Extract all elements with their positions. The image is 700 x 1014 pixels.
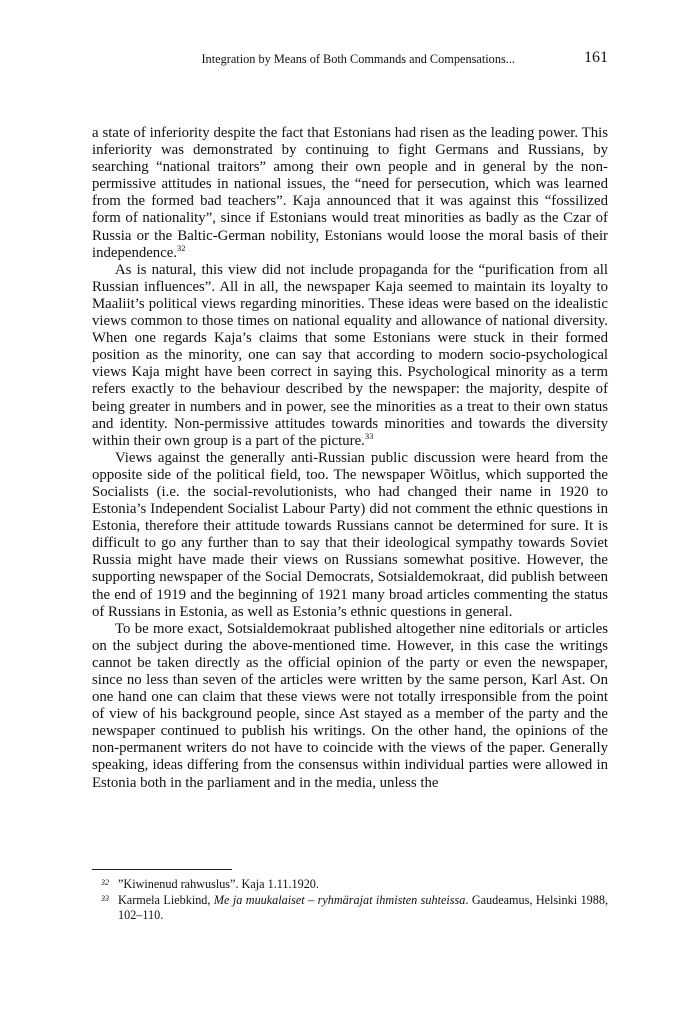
- footnote-number: 33: [101, 893, 109, 903]
- footnote-book-title: Me ja muukalaiset – ryhmärajat ihmisten suhteissa: [213, 892, 466, 907]
- footnote-text-author: Karmela Liebkind,: [118, 892, 214, 907]
- footnote-33: [92, 893, 608, 924]
- footnote-ref-33[interactable]: 33: [364, 430, 374, 441]
- footnote-ref-32[interactable]: 32: [177, 242, 186, 253]
- footnotes: [92, 877, 608, 924]
- paragraph-1-text: a state of inferiority despite the fact that Estonians had risen as the leading power. This inferiority was demonstrated by continuing to fight Germans and Russians, by searching “national traitors” among their own people and in general by the non-permissive attitudes in national issues, the “need for persecution, which was learned from the formed bad teachers”. Kaja announced that it was against this “fossilized form of nationality”, since if Estonians would treat minorities as badly as the Czar of Russia or the Baltic-German nobility, Estonians would loose the moral basis of their independence.: [92, 125, 608, 261]
- paragraph-4-text: To be more exact, Sotsialdemokraat published altogether nine editorials or articles on the subject during the above-mentioned time. However, in this case the writings cannot be taken directly as the official opinion of the party or even the newspaper, since no less than seven of the articles were written by the same person, Karl Ast. On one hand one can claim that these views were not totally irresponsible from the point of view of his background people, since Ast stayed as a member of the party and the newspaper continued to publish his writings. On the other hand, the opinions of the non-permanent writers do not have to coincide with the views of the paper. Generally speaking, ideas differing from the consensus within individual parties were allowed in Estonia both in the parliament and in the media, unless the: [92, 620, 608, 791]
- paragraph-2: [92, 262, 608, 450]
- running-header: [92, 49, 608, 71]
- footnote-text-publisher: . Gaudeamus, Helsinki 1988, 102–110.: [118, 892, 608, 923]
- footnote-text: ”Kiwinenud rahwuslus”. Kaja 1.11.1920.: [118, 877, 319, 891]
- paragraph-3-text: Views against the generally anti-Russian public discussion were heard from the opposite side of the political field, too. The newspaper Wõitlus, which supported the Socialists (i.e. the social-revolutionists, who had changed their name in 1920 to Estonia’s Independent Socialist Labour Party) did not comment the ethnic questions in Estonia, therefore their attitude towards Russians cannot be determined for sure. It is difficult to go any further than to say that their ideological sympathy towards Soviet Russia might have made their views on Russians somewhat positive. However, the supporting newspaper of the Social Democrats, Sotsialdemokraat, did publish between the end of 1919 and the beginning of 1921 many broad articles commenting the status of Russians in Estonia, as well as Estonia’s ethnic questions in general.: [92, 449, 608, 620]
- paragraph-2-text: As is natural, this view did not include propaganda for the “purification from all Russian influences”. All in all, the newspaper Kaja seemed to maintain its loyalty to Maaliit’s political views regarding minorities. These ideas were based on the idealistic views common to those times on national equality and allowance of national diversity. When one regards Kaja’s claims that some Estonians were stuck in their formed position as the minority, one can say that according to modern socio-psychological views Kaja might have been correct in saying this. Psychological minority as a term refers exactly to the behaviour described by the newspaper: the majority, despite of being greater in numbers and in power, see the minorities as a treat to their own status and identity. Non-permissive attitudes towards minorities and towards the diversity within their own group is a part of the picture.: [92, 261, 608, 449]
- page-number: 161: [584, 49, 608, 66]
- paragraph-4: [92, 621, 608, 792]
- footnote-divider: [92, 869, 232, 870]
- paragraph-1: [92, 125, 608, 262]
- paragraph-3: [92, 450, 608, 621]
- footnote-32: [92, 877, 608, 893]
- body-text: [92, 125, 608, 792]
- running-title: Integration by Means of Both Commands and Compensations...: [201, 52, 515, 66]
- footnote-number: 32: [101, 878, 109, 887]
